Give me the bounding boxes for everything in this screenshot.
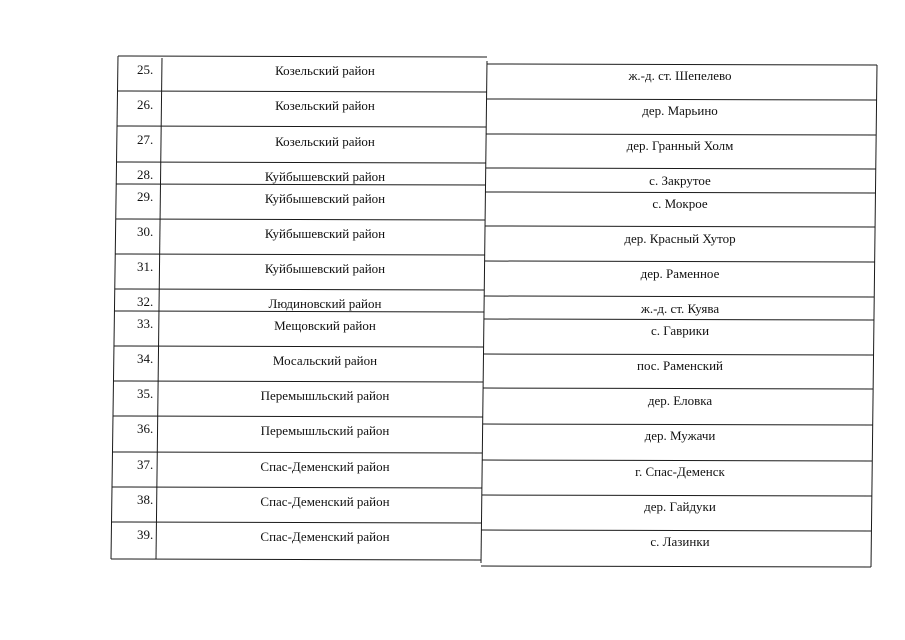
settlement-cell: ж.-д. ст. Куява [640, 301, 720, 316]
settlement-cell: дер. Гайдуки [644, 499, 716, 514]
table-rule [484, 319, 874, 320]
table-rule [114, 346, 484, 347]
settlement-cell: дер. Раменное [640, 266, 720, 281]
table-rule [481, 530, 871, 531]
table-rule [115, 289, 484, 290]
row-number: 29. [137, 189, 154, 204]
table-rule [117, 162, 486, 163]
settlement-cell: с. Закрутое [649, 173, 711, 188]
district-cell: Мосальский район [272, 353, 378, 368]
row-number: 28. [137, 167, 154, 182]
settlement-cell: дер. Мужачи [644, 428, 716, 443]
table-rule [116, 219, 485, 220]
table-rule [118, 56, 487, 57]
table-rule [485, 226, 875, 227]
settlement-cell: ж.-д. ст. Шепелево [628, 68, 732, 83]
table-rule [485, 192, 875, 193]
table-rule [481, 566, 871, 567]
settlement-cell: дер. Красный Хутор [624, 231, 736, 246]
row-number: 26. [137, 97, 154, 112]
table-rule [483, 424, 873, 425]
row-number: 34. [137, 351, 154, 366]
row-number: 38. [137, 492, 154, 507]
settlement-cell: дер. Еловка [647, 393, 713, 408]
table-rule [111, 559, 481, 560]
table-right-border [871, 65, 877, 567]
table-rule [483, 388, 873, 389]
table-rule [112, 452, 482, 453]
table-rule [111, 522, 481, 523]
district-cell: Спас-Деменский район [260, 459, 390, 474]
table-rule [118, 91, 487, 92]
row-number: 36. [137, 421, 154, 436]
settlement-cell: с. Гаврики [650, 323, 710, 338]
table-rule [113, 416, 483, 417]
district-cell: Перемышльский район [260, 423, 390, 438]
district-cell: Куйбышевский район [264, 261, 386, 276]
district-cell: Козельский район [275, 98, 375, 113]
settlement-cell: г. Спас-Деменск [635, 464, 725, 479]
row-number: 32. [137, 294, 154, 309]
settlement-cell: дер. Гранный Холм [626, 138, 734, 153]
table-rule [112, 487, 482, 488]
table-rule [115, 254, 484, 255]
district-cell: Мещовский район [274, 318, 376, 333]
row-number: 27. [137, 132, 154, 147]
table-rule [487, 64, 877, 65]
table-rule [114, 311, 484, 312]
district-cell: Козельский район [275, 63, 375, 78]
district-cell: Спас-Деменский район [260, 529, 390, 544]
district-cell: Перемышльский район [260, 388, 390, 403]
settlement-cell: дер. Марьино [642, 103, 718, 118]
district-cell: Козельский район [275, 134, 375, 149]
settlement-cell: пос. Раменский [636, 358, 723, 373]
settlement-cell: с. Лазинки [650, 534, 710, 549]
column-separator-1 [156, 58, 162, 559]
row-number: 25. [137, 62, 154, 77]
table-rule [116, 184, 485, 185]
table-rule [486, 168, 876, 169]
table-rule [482, 495, 872, 496]
district-cell: Спас-Деменский район [260, 494, 390, 509]
row-number: 37. [137, 457, 154, 472]
settlement-cell: с. Мокрое [652, 196, 708, 211]
district-cell: Куйбышевский район [264, 191, 386, 206]
table-rule [483, 354, 873, 355]
district-cell: Людиновский район [268, 296, 382, 311]
district-cell: Куйбышевский район [264, 226, 386, 241]
district-cell: Куйбышевский район [264, 169, 386, 184]
row-number: 35. [137, 386, 154, 401]
table-rule [486, 134, 876, 135]
row-number: 31. [137, 259, 154, 274]
row-number: 33. [137, 316, 154, 331]
table-rule [485, 261, 875, 262]
row-number: 39. [137, 527, 154, 542]
row-number: 30. [137, 224, 154, 239]
table-rule [113, 381, 483, 382]
table-rule [487, 99, 877, 100]
table-left-border [111, 56, 118, 559]
table-rule [117, 126, 486, 127]
table-rule [482, 460, 872, 461]
table-rule [484, 296, 874, 297]
